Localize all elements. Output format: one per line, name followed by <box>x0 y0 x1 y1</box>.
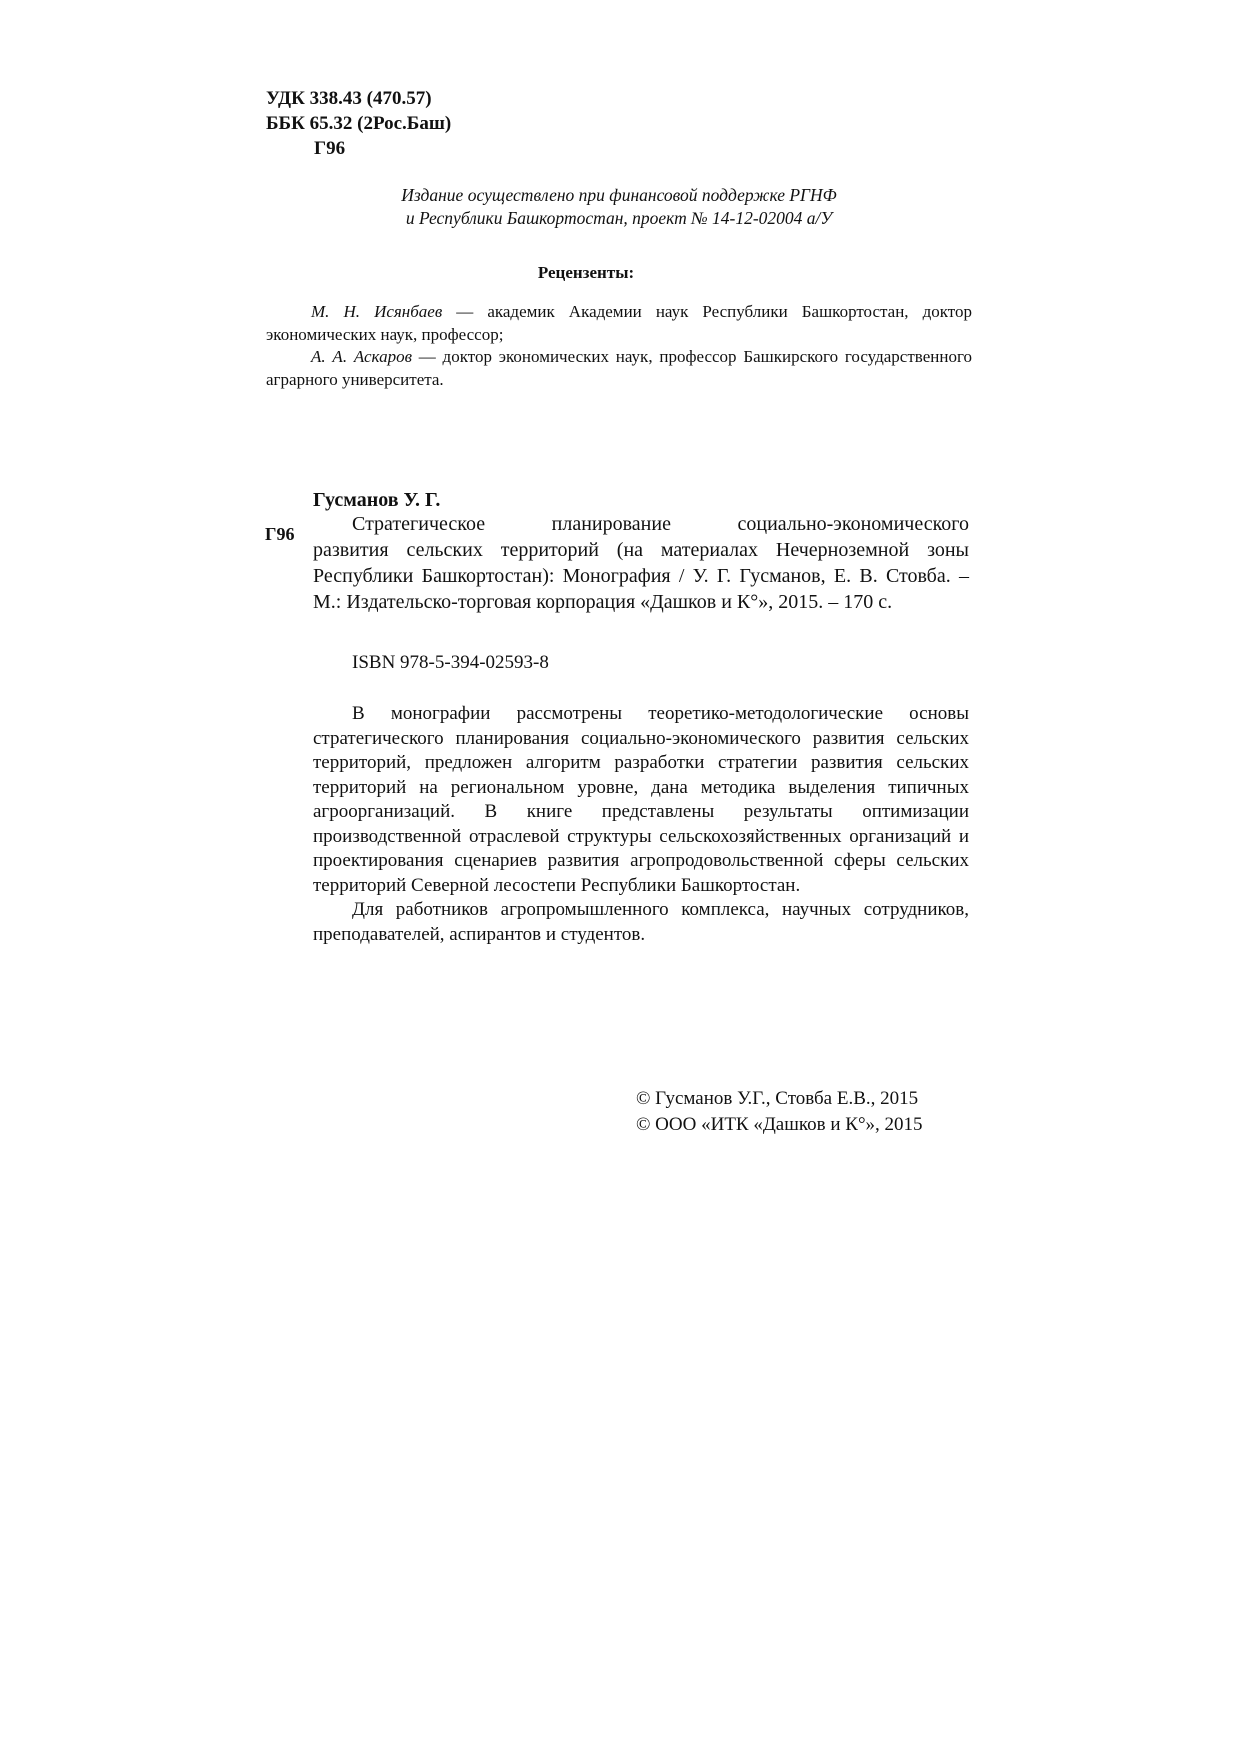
annotation-paragraph: В монографии рассмотрены теоретико-методологические основы стратегического планирования социально-экономического развития сельских территорий, предложен алгоритм разработки стратегии развития сельских территорий на региональном уровне, дана методика выделения типичных агроорганизаций. В книге представлены результаты оптимизации производственной отраслевой структуры сельскохозяйственных организаций и проектирования сценариев развития агропродовольственной сферы сельских территорий Северной лесостепи Республики Башкортостан. <box>313 703 969 896</box>
reviewers-list <box>266 301 972 391</box>
reviewer-description: — доктор экономических наук, профессор Башкирского государственного аграрного университета. <box>266 347 972 389</box>
bbk-code: ББК 65.32 (2Рос.Баш) <box>266 113 452 134</box>
annotation <box>313 702 969 947</box>
reviewer-name: М. Н. Исянбаев <box>311 302 443 321</box>
classification-codes <box>266 86 451 161</box>
reviewer-name: А. А. Аскаров <box>311 347 412 366</box>
reviewer-entry <box>266 301 972 346</box>
reviewer-description: — академик Академии наук Республики Башкортостан, доктор экономических наук, профессор; <box>266 302 972 344</box>
copyright-block <box>636 1086 923 1138</box>
funding-note <box>330 184 908 230</box>
author-heading: Гусманов У. Г. <box>313 489 441 511</box>
funding-line-1: Издание осуществлено при финансовой поддержке РГНФ <box>401 185 837 205</box>
book-details: развития сельских территорий (на материалах Нечерноземной зоны Республики Башкортостан): Монография / У. Г. Гусманов, Е. В. Стовба. – М.: Издательско-торговая корпорация «Дашков и К°», 2015. – 170 с. <box>313 539 969 613</box>
copyright-publisher: © ООО «ИТК «Дашков и К°», 2015 <box>636 1114 923 1135</box>
reviewers-heading: Рецензенты: <box>537 263 635 282</box>
copyright-authors: © Гусманов У.Г., Стовба Е.В., 2015 <box>636 1088 919 1109</box>
bibliographic-description <box>313 511 969 615</box>
reviewer-entry <box>266 346 972 391</box>
isbn: ISBN 978-5-394-02593-8 <box>352 652 549 673</box>
side-author-code: Г96 <box>265 524 295 544</box>
author-code: Г96 <box>314 138 346 159</box>
annotation-paragraph: Для работников агропромышленного комплекса, научных сотрудников, преподавателей, аспирантов и студентов. <box>313 899 969 945</box>
funding-line-2: и Республики Башкортостан, проект № 14-12-02004 а/У <box>405 208 833 228</box>
book-title-line: Стратегическое планирование социально-экономического <box>352 513 969 535</box>
udk-code: УДК 338.43 (470.57) <box>266 88 432 109</box>
